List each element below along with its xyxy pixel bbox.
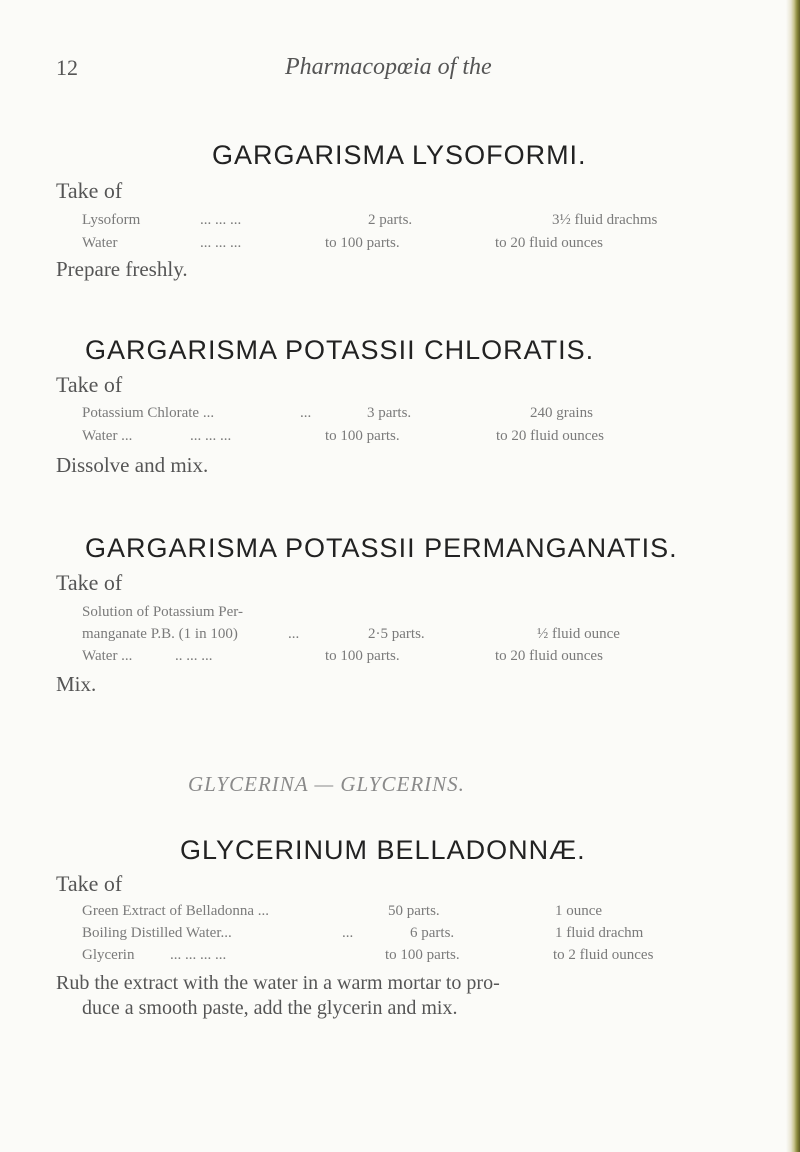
section-heading-potassii-chloratis: GARGARISMA POTASSII CHLORATIS.: [85, 335, 595, 365]
ingredient-name: Green Extract of Belladonna ...: [82, 903, 270, 919]
ingredient-measure: to 20 fluid ounces: [495, 648, 603, 664]
take-of-label: Take of: [56, 871, 123, 896]
ingredient-name: Solution of Potassium Per-: [82, 604, 243, 620]
ingredient-parts: 50 parts.: [388, 903, 440, 919]
running-title: Pharmacopœia of the: [285, 54, 492, 80]
ingredient-measure: to 20 fluid ounces: [495, 235, 603, 251]
ingredient-name: Water ...: [82, 648, 133, 664]
section-heading-potassii-permanganatis: GARGARISMA POTASSII PERMANGANATIS.: [85, 533, 678, 563]
ingredient-dots: ... ... ...: [200, 235, 242, 251]
ingredient-dots: ...: [342, 925, 354, 941]
ingredient-name: Glycerin: [82, 947, 135, 963]
ingredient-parts: 6 parts.: [410, 925, 455, 941]
ingredient-measure: 3½ fluid drachms: [552, 212, 658, 228]
ingredient-name: Potassium Chlorate ...: [82, 405, 215, 421]
ingredient-measure: 1 fluid drachm: [555, 925, 644, 941]
ingredient-measure: ½ fluid ounce: [537, 626, 620, 642]
ingredient-parts: to 100 parts.: [325, 235, 400, 251]
ingredient-parts: to 100 parts.: [385, 947, 460, 963]
instruction-text: Mix.: [56, 672, 97, 696]
instruction-text: Dissolve and mix.: [56, 453, 209, 477]
take-of-label: Take of: [56, 570, 123, 595]
ingredient-name: manganate P.B. (1 in 100): [82, 626, 238, 642]
page-edge-shadow: [786, 0, 800, 1152]
take-of-label: Take of: [56, 372, 123, 397]
ingredient-name: Boiling Distilled Water...: [82, 925, 232, 941]
section-heading-lysoformi: GARGARISMA LYSOFORMI.: [212, 140, 587, 170]
ingredient-name: Lysoform: [82, 212, 141, 228]
ingredient-dots: ... ... ... ...: [170, 947, 227, 963]
ingredient-dots: ... ... ...: [200, 212, 242, 228]
ingredient-dots: .. ... ...: [175, 648, 213, 664]
ingredient-measure: 1 ounce: [555, 903, 603, 919]
ingredient-name: Water: [82, 235, 118, 251]
section-heading-glycerinum-belladonnae: GLYCERINUM BELLADONNÆ.: [180, 835, 586, 865]
ingredient-measure: to 20 fluid ounces: [496, 428, 604, 444]
ingredient-dots: ... ... ...: [190, 428, 232, 444]
ingredient-parts: 2·5 parts.: [368, 626, 425, 642]
take-of-label: Take of: [56, 178, 123, 203]
ingredient-parts: to 100 parts.: [325, 428, 400, 444]
ingredient-dots: ...: [288, 626, 300, 642]
section-group-heading: GLYCERINA — GLYCERINS.: [188, 772, 465, 796]
ingredient-parts: 2 parts.: [368, 212, 413, 228]
instruction-text: Prepare freshly.: [56, 257, 188, 281]
ingredient-measure: to 2 fluid ounces: [553, 947, 654, 963]
ingredient-name: Water ...: [82, 428, 133, 444]
ingredient-measure: 240 grains: [530, 405, 593, 421]
ingredient-dots: ...: [300, 405, 312, 421]
ingredient-parts: to 100 parts.: [325, 648, 400, 664]
ingredient-parts: 3 parts.: [367, 405, 412, 421]
instruction-text: Rub the extract with the water in a warm mortar to pro-: [56, 972, 500, 994]
instruction-text-continued: duce a smooth paste, add the glycerin and mix.: [82, 997, 458, 1019]
page-number: 12: [56, 55, 78, 80]
